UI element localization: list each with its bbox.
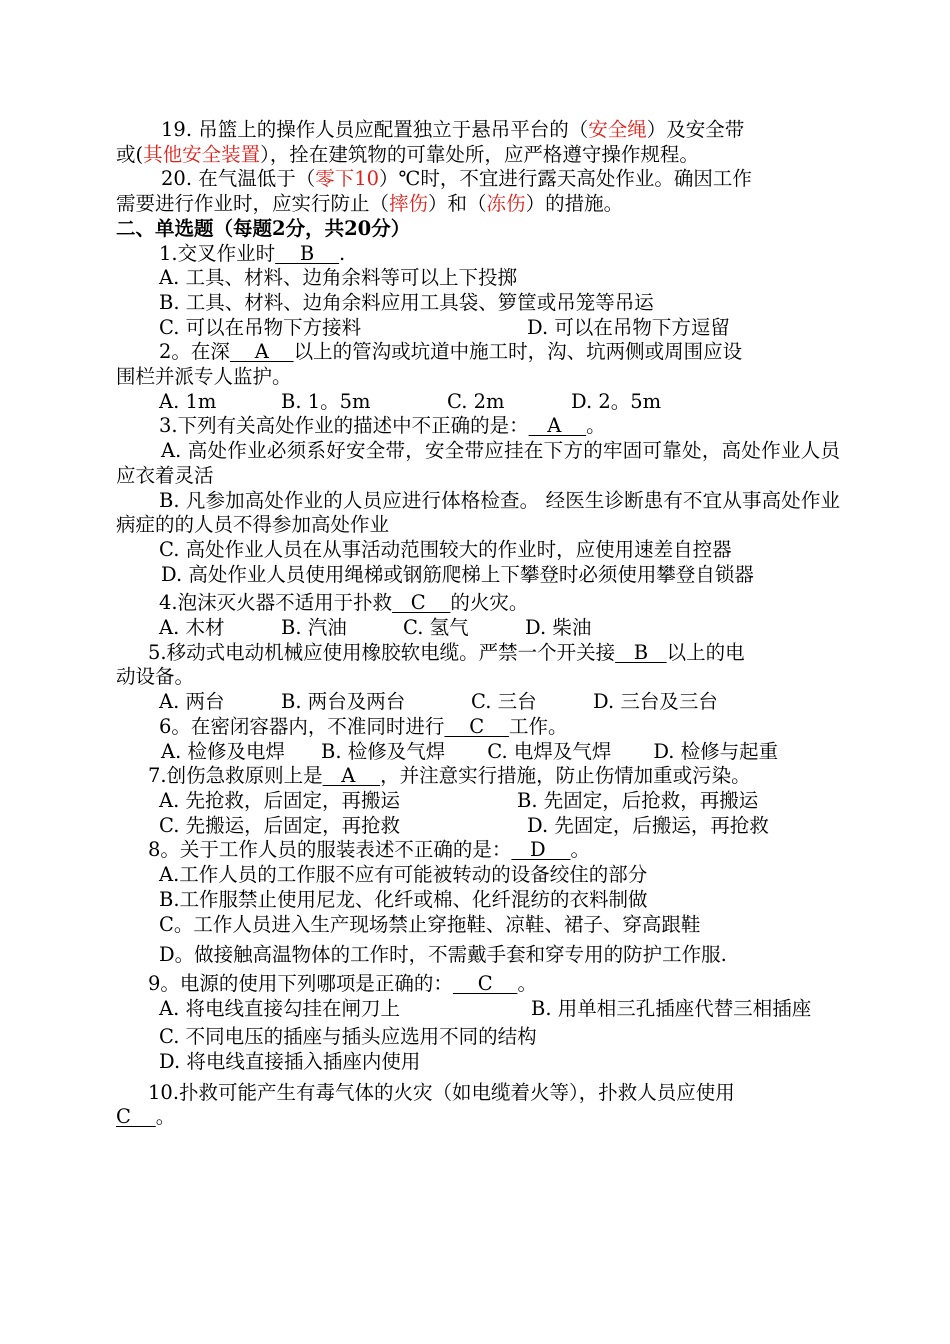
q6-options: A. 检修及电焊 B. 检修及气焊 C. 电焊及气焊 D. 检修与起重 [161,739,779,763]
q9-options-ab: A. 将电线直接勾挂在闸刀上 B. 用单相三孔插座代替三相插座 [159,996,812,1020]
q5-answer: B [615,640,667,664]
q1-answer: B [275,241,340,265]
q3-option-d: D. 高处作业人员使用绳梯或钢筋爬梯上下攀登时必须使用攀登自锁器 [161,562,754,586]
q10-stem: 10.扑救可能产生有毒气体的火灾（如电缆着火等），扑救人员应使用 [148,1080,735,1104]
q1-option-a: A. 工具、材料、边角余料等可以上下投掷 [159,266,517,290]
q1-stem: 1.交叉作业时 B . [159,241,346,265]
q9-option-d: D. 将电线直接插入插座内使用 [159,1050,421,1074]
q4-stem: 4.泡沫灭火器不适用于扑救 C 的火灾。 [159,591,529,615]
q20-answer-1: 零下10 [315,167,380,191]
q8-answer: D [511,838,571,862]
q10-answer: C [116,1105,156,1129]
q9-stem: 9。电源的使用下列哪项是正确的： C 。 [148,971,537,995]
q5-stem: 5.移动式电动机械应使用橡胶软电缆。严禁一个开关接 B 以上的电 [148,640,745,664]
q5-options: A. 两台 B. 两台及两台 C. 三台 D. 三台及三台 [159,690,718,714]
q20-answer-2: 摔伤 [389,192,429,216]
q1-options-cd: C. 可以在吊物下方接料 D. 可以在吊物下方逗留 [159,315,730,339]
q3-option-c: C. 高处作业人员在从事活动范围较大的作业时，应使用速差自控器 [159,537,732,561]
document-page [116,118,840,1130]
q6-answer: C [444,714,509,738]
q8-option-a: A.工作人员的工作服不应有可能被转动的设备绞住的部分 [159,863,648,887]
section-title: 二、单选题（每题2分，共20分） [116,216,411,240]
q2-stem-cont: 围栏并派专人监护。 [116,365,292,389]
q2-stem: 2。在深 A 以上的管沟或坑道中施工时，沟、坑两侧或周围应设 [159,340,743,364]
q10-stem-cont: C 。 [116,1105,176,1129]
q19-line-1: 19. 吊篮上的操作人员应配置独立于悬吊平台的（安全绳）及安全带 [161,118,745,141]
q7-options-ab: A. 先抢救，后固定，再搬运 B. 先固定，后抢救，再搬运 [159,788,759,812]
q8-stem: 8。关于工作人员的服装表述不正确的是： D 。 [148,838,590,862]
q19-answer-2: 其他安全装置 [143,142,261,166]
q3-stem: 3.下列有关高处作业的描述中不正确的是： A 。 [159,414,606,438]
q3-option-a: A. 高处作业必须系好安全带，安全带应挂在下方的牢固可靠处，高处作业人员应衣着灵活 [116,439,840,487]
q5-stem-cont: 动设备。 [116,665,195,689]
q6-stem: 6。在密闭容器内，不准同时进行 C 工作。 [159,714,568,738]
q9-option-c: C. 不同电压的插座与插头应选用不同的结构 [159,1025,537,1049]
q4-options: A. 木材 B. 汽油 C. 氢气 D. 柴油 [159,616,592,640]
q2-answer: A [229,340,294,364]
q19-line-2: 或(其他安全装置），拴在建筑物的可靠处所，应严格遵守操作规程。 [116,142,699,166]
q3-answer: A [528,414,587,438]
q8-option-c: C。工作人员进入生产现场禁止穿拖鞋、凉鞋、裙子、穿高跟鞋 [159,912,701,936]
q9-answer: C [452,971,518,995]
q7-stem: 7.创伤急救原则上是 A ，并注意实行措施，防止伤情加重或污染。 [148,764,751,788]
q20-line-2: 需要进行作业时，应实行防止（摔伤）和（冻伤）的措施。 [116,192,624,216]
q7-answer: A [322,764,381,788]
q8-option-d: D。做接触高温物体的工作时，不需戴手套和穿专用的防护工作服. [159,943,727,967]
q20-answer-3: 冻伤 [486,192,526,216]
q3-option-b: B. 凡参加高处作业的人员应进行体格检查。 经医生诊断患有不宜从事高处作业病症的的人员不得参加高处作业 [116,488,840,537]
q4-answer: C [392,591,451,615]
q7-options-cd: C. 先搬运，后固定，再抢救 D. 先固定，后搬运，再抢救 [159,813,769,837]
q8-option-b: B.工作服禁止使用尼龙、化纤或棉、化纤混纺的衣料制做 [159,887,648,911]
q20-line-1: 20. 在气温低于（零下10）℃时，不宜进行露天高处作业。确因工作 [161,167,752,191]
q2-options: A. 1m B. 1。5m C. 2m D. 2。5m [159,389,662,413]
q19-answer-1: 安全绳 [588,118,647,141]
q1-option-b: B. 工具、材料、边角余料应用工具袋、箩筐或吊笼等吊运 [159,290,654,314]
